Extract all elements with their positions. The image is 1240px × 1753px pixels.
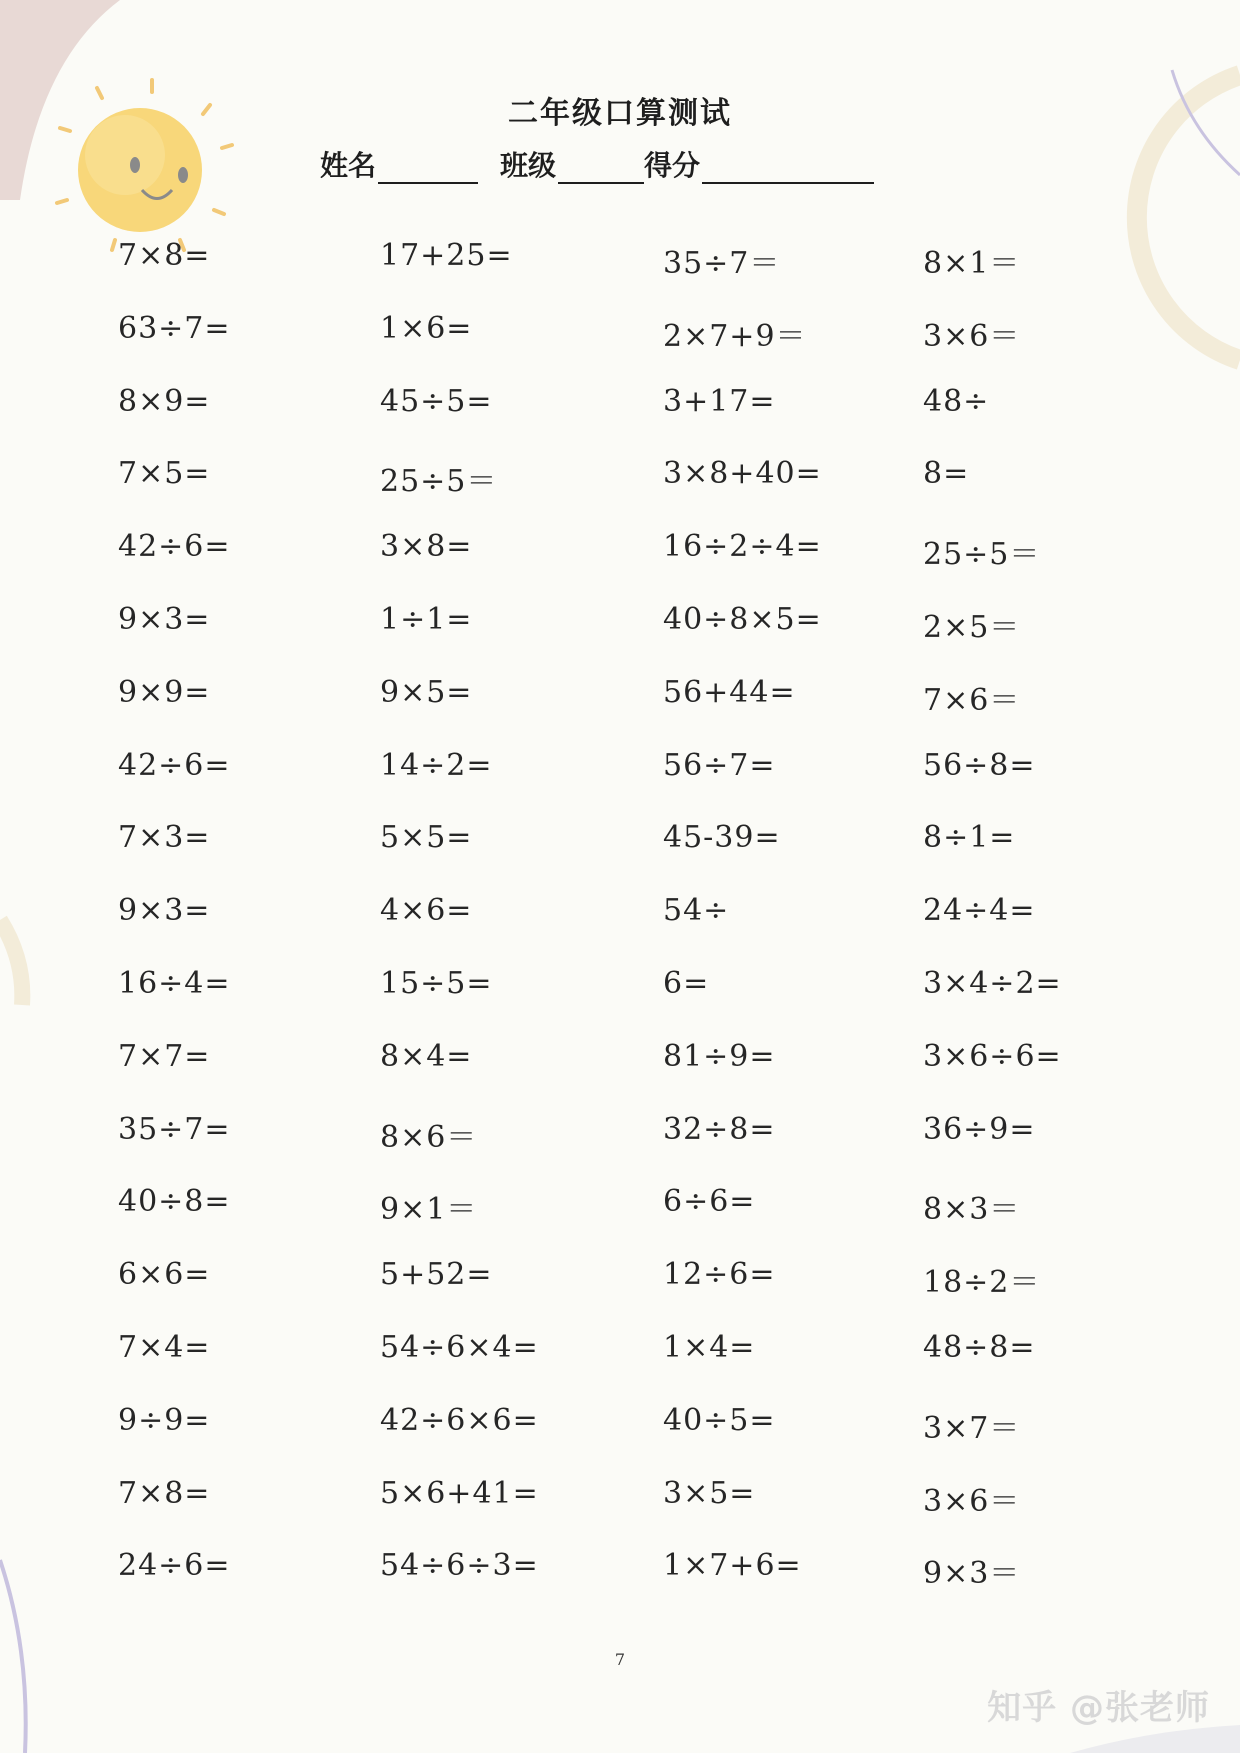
problem-row [118,384,1118,434]
problem-row [118,1257,1118,1307]
problem-item: 7×8= [118,1475,211,1511]
problem-item: 7×7= [118,1038,211,1074]
problem-row [118,238,1118,288]
problem-item: 18÷2＝ [923,1265,1041,1301]
problem-item: 6÷6= [663,1184,756,1220]
left-cream-arc [0,920,22,1005]
problem-item: 7×6＝ [923,682,1021,718]
problem-item: 8×3＝ [923,1192,1021,1228]
problem-item: 3+17= [663,383,776,419]
problem-item: 56÷8= [923,747,1036,783]
problem-item: 54÷6÷3= [380,1548,539,1584]
problem-item: 3×6＝ [923,318,1021,354]
problem-item: 6= [663,966,710,1001]
problem-item: 16÷2÷4= [663,529,822,565]
problem-item: 24÷4= [923,893,1036,929]
problem-item: 54÷ [663,893,730,929]
problem-item: 3×7＝ [923,1410,1021,1446]
problem-item: 1÷1= [380,602,473,637]
problem-item: 4×6= [380,893,473,929]
problem-item: 1×4= [663,1330,756,1365]
problem-item: 7×4= [118,1330,211,1365]
problem-item: 40÷8×5= [663,602,822,637]
problem-item: 7×5= [118,456,211,492]
problem-item: 12÷6= [663,1257,776,1293]
problem-item: 7×3= [118,820,211,856]
problem-item: 9÷9= [118,1402,211,1438]
problem-item: 2×7+9＝ [663,318,807,354]
page-number: 7 [614,1650,626,1669]
problem-item: 3×6÷6= [923,1038,1062,1074]
watermark: 知乎 @张老师 [987,1688,1210,1728]
problem-row [118,748,1118,798]
problem-row [118,456,1118,506]
problem-item: 56÷7= [663,747,776,783]
problem-row [118,1039,1118,1089]
name-label: 姓名 [320,149,377,182]
problem-item: 8÷1= [923,820,1016,856]
problem-item: 14÷2= [380,747,493,783]
student-info-line [320,140,896,184]
problem-row [118,1330,1118,1380]
problem-item: 40÷8= [118,1184,231,1220]
problem-item: 36÷9= [923,1111,1036,1147]
problem-item: 42÷6= [118,747,231,783]
problem-item: 9×3= [118,893,211,929]
problem-item: 3×8+40= [663,456,822,492]
problem-item: 63÷7= [118,310,231,346]
class-blank[interactable] [558,146,644,184]
problem-item: 8= [923,456,970,492]
problem-item: 3×4÷2= [923,966,1062,1001]
problem-item: 6×6= [118,1257,211,1293]
problem-row [118,966,1118,1016]
problem-item: 35÷7= [118,1111,231,1147]
problem-item: 81÷9= [663,1038,776,1074]
class-label: 班级 [500,149,557,182]
problem-item: 48÷ [923,383,990,419]
problem-item: 17+25= [380,238,513,273]
problem-item: 45-39= [663,820,781,856]
problem-item: 2×5＝ [923,610,1021,645]
problem-row [118,1403,1118,1453]
problem-item: 1×7+6= [663,1548,802,1584]
problem-item: 42÷6= [118,529,231,565]
problem-item: 9×3= [118,602,211,637]
problem-item: 8×9= [118,383,211,419]
problem-item: 25÷5＝ [380,464,498,500]
problem-row [118,820,1118,870]
problem-item: 9×5= [380,674,473,710]
problem-item: 9×1＝ [380,1192,478,1228]
problem-item: 3×5= [663,1475,756,1511]
problem-item: 7×8= [118,238,211,273]
problem-row [118,1476,1118,1526]
problem-item: 8×6＝ [380,1119,478,1155]
problem-item: 16÷4= [118,966,231,1001]
problem-item: 8×1＝ [923,246,1021,281]
problem-item: 5×5= [380,820,473,856]
score-blank[interactable] [702,146,874,184]
name-blank[interactable] [378,146,478,184]
problem-item: 48÷8= [923,1330,1036,1365]
worksheet-title: 二年级口算测试 [508,96,732,131]
problem-item: 40÷5= [663,1402,776,1438]
problem-item: 42÷6×6= [380,1402,539,1438]
problem-item: 15÷5= [380,966,493,1001]
problem-item: 5×6+41= [380,1475,539,1511]
problem-row [118,529,1118,579]
problem-row [118,675,1118,725]
problem-item: 32÷8= [663,1111,776,1147]
problem-row [118,1112,1118,1162]
problem-row [118,1184,1118,1234]
problem-item: 3×8= [380,529,473,565]
problem-row [118,1548,1118,1598]
problem-item: 54÷6×4= [380,1330,539,1365]
problem-item: 1×6= [380,310,473,346]
problem-item: 25÷5＝ [923,537,1041,573]
problem-item: 56+44= [663,674,796,710]
problem-item: 8×4= [380,1038,473,1074]
score-label: 得分 [644,149,701,182]
problem-item: 9×9= [118,674,211,710]
problem-row [118,893,1118,943]
problem-item: 45÷5= [380,383,493,419]
problem-item: 5+52= [380,1257,493,1293]
problem-row [118,602,1118,652]
problem-item: 3×6＝ [923,1483,1021,1519]
problem-item: 24÷6= [118,1548,231,1584]
problem-item: 35÷7＝ [663,246,781,281]
problem-row [118,311,1118,361]
problem-item: 9×3＝ [923,1556,1021,1592]
bottom-right-shadow [1070,1725,1240,1753]
